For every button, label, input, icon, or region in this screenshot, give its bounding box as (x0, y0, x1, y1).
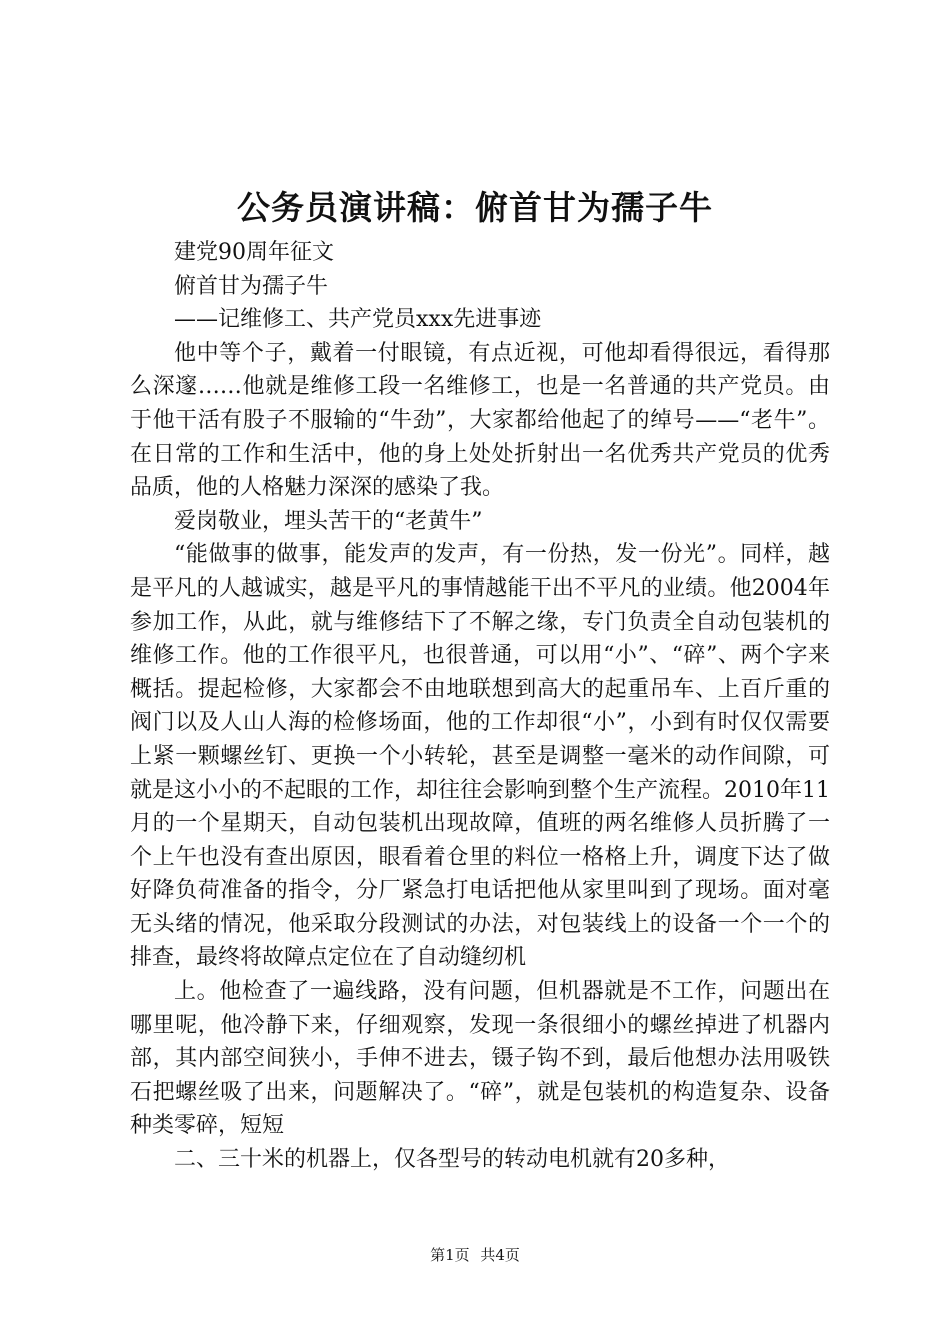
body-paragraph: 他中等个子，戴着一付眼镜，有点近视，可他却看得很远，看得那么深邃……他就是维修工段一名维修工，也是一名普通的共产党员。由于他干活有股子不服输的“牛劲”，大家都给他起了的绰号——“老牛”。在日常的工作和生活中，他的身上处处折射出一名优秀共产党员的优秀品质，他的人格魅力深深的感染了我。 (130, 340, 830, 501)
page-total: 共4页 (480, 1246, 520, 1264)
body-paragraph: 二、三十米的机器上，仅各型号的转动电机就有20多种， (174, 1147, 730, 1173)
document-title: 公务员演讲稿：俯首甘为孺子牛 (237, 188, 713, 227)
subtitle-line: ——记维修工、共产党员xxx先进事迹 (174, 307, 542, 333)
body-paragraph: “能做事的做事，能发声的发声，有一份热，发一份光”。同样，越是平凡的人越诚实，越是平凡的事情越能干出不平凡的业绩。他2004年参加工作，从此，就与维修结下了不解之缘，专门负责全自动包装机的维修工作。他的工作很平凡，也很普通，可以用“小”、“碎”、两个字来概括。提起检修，大家都会不由地联想到高大的起重吊车、上百斤重的阀门以及人山人海的检修场面，他的工作却很“小”，小到有时仅仅需要上紧一颗螺丝钉、更换一个小转轮，甚至是调整一毫米的动作间隙，可就是这小小的不起眼的工作，却往往会影响到整个生产流程。2010年11月的一个星期天，自动包装机出现故障，值班的两名维修人员折腾了一个上午也没有查出原因，眼看着仓里的料位一格格上升，调度下达了做好降负荷准备的指令，分厂紧急打电话把他从家里叫到了现场。面对毫无头绪的情况，他采取分段测试的办法，对包装线上的设备一个一个的排查，最终将故障点定位在了自动缝纫机 (130, 542, 830, 971)
document-body (130, 236, 830, 1177)
section-heading: 爱岗敬业，埋头苦干的“老黄牛” (174, 508, 483, 534)
subtitle-line: 俯首甘为孺子牛 (174, 273, 329, 299)
page-footer (0, 1245, 950, 1265)
subtitle-line: 建党90周年征文 (174, 240, 334, 265)
page-number: 第1页 (430, 1246, 470, 1264)
body-paragraph: 上。他检查了一遍线路，没有问题，但机器就是不工作，问题出在哪里呢，他冷静下来，仔细观察，发现一条很细小的螺丝掉进了机器内部，其内部空间狭小，手伸不进去，镊子钩不到，最后他想办法用吸铁石把螺丝吸了出来，问题解决了。“碎”，就是包装机的构造复杂、设备种类零碎，短短 (130, 979, 830, 1139)
